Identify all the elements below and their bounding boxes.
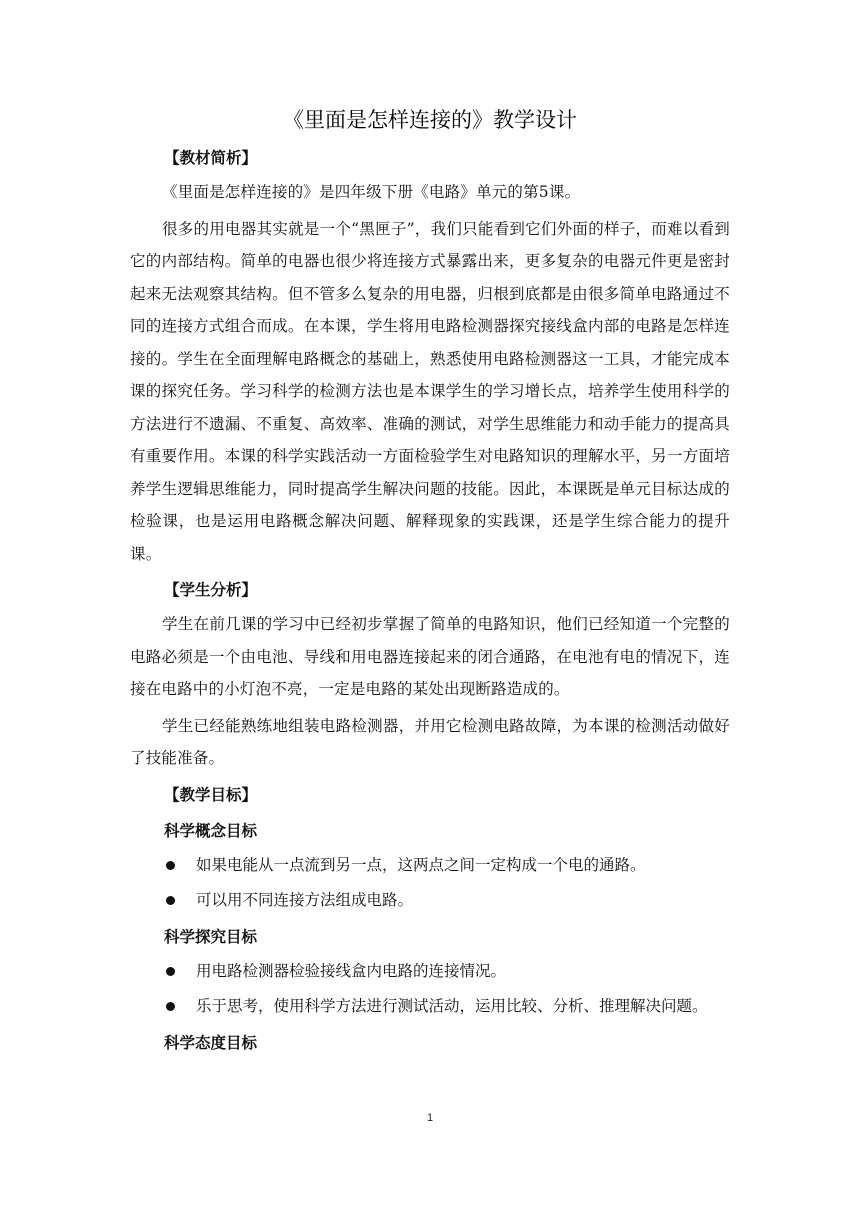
paragraph: 很多的用电器其实就是一个“黑匣子”，我们只能看到它们外面的样子，而难以看到它的内部结构。简单的电器也很少将连接方式暴露出来，更多复杂的电器元件更是密封起来无法观察其结构。但不管多么复杂的用电器，归根到底都是由很多简单电路通过不同的连接方式组合而成。在本课，学生将用电路检测器探究接线盒内部的电路是怎样连接的。学生在全面理解电路概念的基础上，熟悉使用电路检测器这一工具，才能完成本课的探究任务。学习科学的检测方法也是本课学生的学习增长点，培养学生使用科学的方法进行不遗漏、不重复、高效率、准确的测试，对学生思维能力和动手能力的提高具有重要作用。本课的科学实践活动一方面检验学生对电路知识的理解水平，另一方面培养学生逻辑思维能力，同时提高学生解决问题的技能。因此，本课既是单元目标达成的检验课，也是运用电路概念解决问题、解释现象的实践课，还是学生综合能力的提升课。	[130, 219, 730, 563]
list-item	[130, 849, 730, 882]
paragraph: 学生在前几课的学习中已经初步掌握了简单的电路知识，他们已经知道一个完整的电路必须是一个由电池、导线和用电器连接起来的闭合通路，在电池有电的情况下，连接在电路中的小灯泡不亮，一定是电路的某处出现断路造成的。	[130, 615, 730, 698]
concept-goals-list	[130, 849, 730, 917]
section-heading-goals: 【教学目标】	[164, 785, 258, 804]
list-item-text: 用电路检测器检验接线盒内电路的连接情况。	[196, 961, 507, 980]
subheading-attitude-goals: 科学态度目标	[164, 1033, 258, 1052]
list-item	[130, 884, 730, 917]
section-heading-textbook: 【教材简析】	[164, 149, 258, 167]
bullet-icon	[166, 896, 175, 905]
bullet-icon	[166, 861, 175, 870]
subheading-inquiry-goals: 科学探究目标	[164, 927, 258, 946]
list-item	[130, 990, 730, 1023]
inquiry-goals-list	[130, 955, 730, 1023]
list-item-text: 乐于思考，使用科学方法进行测试活动，运用比较、分析、推理解决问题。	[196, 997, 708, 1015]
bullet-icon	[166, 1002, 175, 1011]
document-body	[130, 100, 730, 1061]
document-title: 《里面是怎样连接的》教学设计	[283, 108, 577, 132]
list-item-text: 可以用不同连接方法组成电路。	[196, 891, 414, 909]
subheading-concept-goals: 科学概念目标	[164, 821, 258, 840]
paragraph: 学生已经能熟练地组装电路检测器，并用它检测电路故障，为本课的检测活动做好了技能准备。	[130, 716, 730, 767]
list-item-text: 如果电能从一点流到另一点，这两点之间一定构成一个电的通路。	[196, 855, 646, 874]
bullet-icon	[166, 967, 175, 976]
section-heading-students: 【学生分析】	[164, 581, 258, 599]
page-number: 1	[426, 1112, 434, 1124]
list-item	[130, 955, 730, 988]
paragraph: 《里面是怎样连接的》是四年级下册《电路》单元的第5课。	[162, 183, 581, 201]
